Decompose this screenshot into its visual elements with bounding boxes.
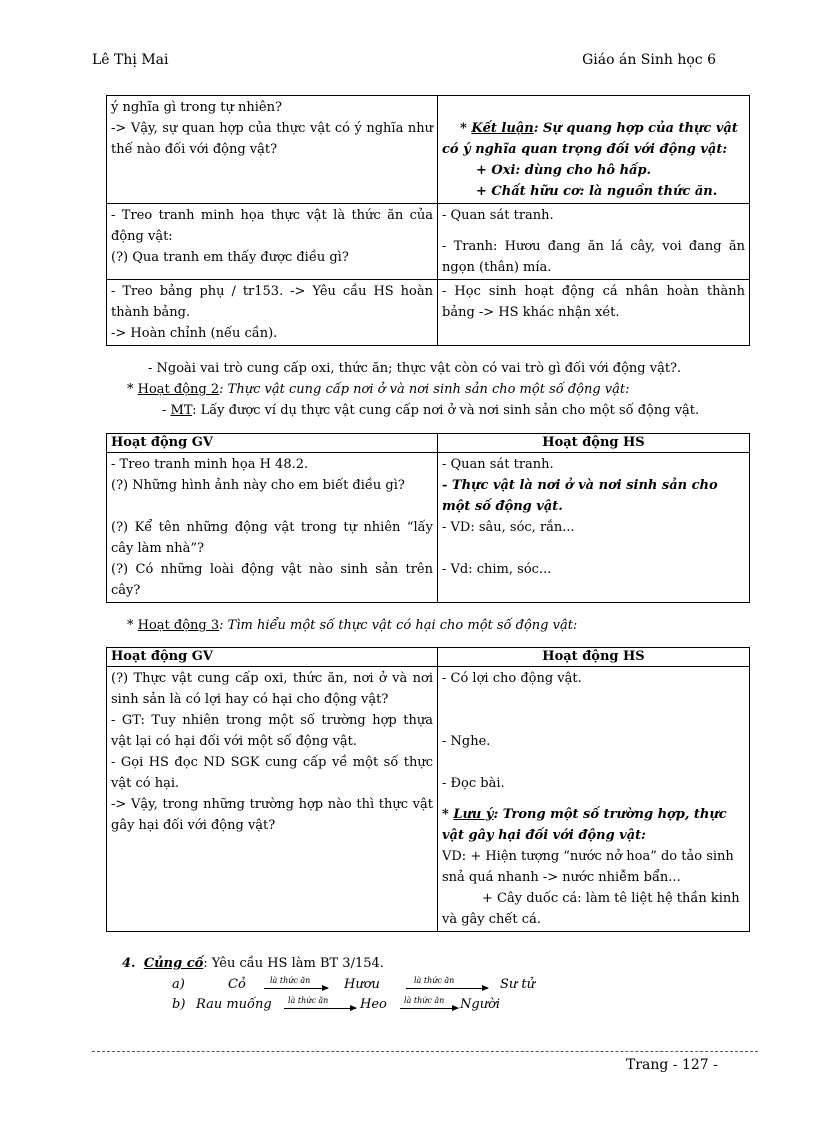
- text-line: - Vd: chim, sóc...: [442, 562, 552, 577]
- teacher-cell: [107, 280, 438, 346]
- question-line: - Ngoài vai trò cung cấp oxi, thức ăn; thực vật còn có vai trò gì đối với động vật?.: [148, 361, 682, 376]
- consolidation-label: Củng cố: [143, 956, 204, 971]
- activity2-label: Hoạt động 2: [137, 382, 220, 397]
- note-label: Lưu ý: [453, 807, 494, 822]
- arrow-label: là thức ăn: [404, 996, 445, 1005]
- header-gv: Hoạt động GV: [107, 434, 438, 453]
- text-line: - Quan sát tranh.: [442, 208, 554, 223]
- text-line: - Treo tranh minh họa thực vật là thức ăn của động vật:: [111, 208, 433, 244]
- text-line: (?) Thực vật cung cấp oxi, thức ăn, nơi ở và nơi sinh sản là có lợi hay có hại cho động vật?: [111, 671, 433, 707]
- activity3-table: [106, 647, 750, 932]
- text-line: - Quan sát tranh.: [442, 457, 554, 472]
- arrow-icon: [400, 1008, 458, 1009]
- activity3-title: : Tìm hiểu một số thực vật có hại cho một số động vật:: [219, 618, 578, 633]
- text-line: (?) Có những loài động vật nào sinh sản trên cây?: [111, 562, 433, 598]
- text-line: - Treo bảng phụ / tr153. -> Yêu cầu HS hoàn thành bảng.: [111, 284, 433, 320]
- example-line: + Cây duốc cá: làm tê liệt hệ thần kinh và gây chết cá.: [442, 891, 740, 927]
- item-marker: a): [172, 977, 185, 992]
- arrow-icon: [406, 988, 488, 989]
- header-hs: Hoạt động HS: [438, 434, 750, 453]
- conclusion-text: : Sự quang hợp của thực vật có ý nghĩa quan trọng đối với động vật:: [442, 121, 738, 157]
- page-number: Trang - 127 -: [626, 1057, 718, 1073]
- star: *: [127, 382, 138, 397]
- teacher-cell: [107, 453, 438, 603]
- dash: -: [162, 403, 171, 418]
- conclusion-star: *: [460, 121, 472, 136]
- text-line: - VD: sâu, sóc, rắn...: [442, 520, 575, 535]
- arrow-label: là thức ăn: [414, 976, 455, 985]
- activity2-table: [106, 433, 750, 603]
- activity3-heading: [127, 618, 577, 633]
- text-line: - Tranh: Hươu đang ăn lá cây, voi đang ăn ngọn (thân) mía.: [442, 239, 745, 275]
- organic-line: + Chất hữu cơ: là nguồn thức ăn.: [476, 184, 718, 199]
- student-cell: [438, 667, 750, 932]
- arrow-icon: [264, 988, 328, 989]
- text-line: - Treo tranh minh họa H 48.2.: [111, 457, 309, 472]
- note-star: *: [442, 807, 454, 822]
- text-line: -> Vậy, trong những trường hợp nào thì thực vật gây hại đối với động vật?: [111, 797, 433, 833]
- activity2-goal: [162, 403, 699, 418]
- oxi-line: + Oxi: dùng cho hô hấp.: [476, 163, 652, 178]
- text-line: - Gọi HS đọc ND SGK cung cấp về một số thực vật có hại.: [111, 755, 433, 791]
- chain-item: Rau muống: [196, 997, 272, 1012]
- example-line: VD: + Hiện tượng “nước nở hoa” do tảo sinh snả quá nhanh -> nước nhiễm bẩn...: [442, 849, 734, 885]
- consolidation-heading: [122, 956, 384, 971]
- author-name: Lê Thị Mai: [92, 52, 169, 68]
- chain-item: Hươu: [344, 977, 380, 992]
- text-line: - Có lợi cho động vật.: [442, 671, 582, 686]
- goal-text: : Lấy được ví dụ thực vật cung cấp nơi ở và nơi sinh sản cho một số động vật.: [192, 403, 700, 418]
- document-subject: Giáo án Sinh học 6: [582, 52, 716, 68]
- teacher-cell: [107, 204, 438, 280]
- teacher-cell: [107, 667, 438, 932]
- text-line: - GT: Tuy nhiên trong một số trường hợp thựa vật lại có hại đối với một số động vật.: [111, 713, 433, 749]
- chain-item: Người: [460, 997, 501, 1012]
- teacher-cell: [107, 96, 438, 204]
- chain-item: Sư tử: [500, 977, 536, 992]
- activity2-heading: [127, 382, 630, 397]
- text-line: (?) Kể tên những động vật trong tự nhiên “lấy cây làm nhà”?: [111, 520, 433, 556]
- star: *: [127, 618, 138, 633]
- chain-item: Heo: [360, 997, 387, 1012]
- header-gv: Hoạt động GV: [107, 648, 438, 667]
- chain-item: Cỏ: [228, 977, 246, 992]
- text-line: - Nghe.: [442, 734, 491, 749]
- footer-divider: [92, 1051, 758, 1052]
- arrow-label: là thức ăn: [270, 976, 311, 985]
- student-cell: [438, 453, 750, 603]
- text-line: - Học sinh hoạt động cá nhân hoàn thành bảng -> HS khác nhận xét.: [442, 284, 745, 320]
- conclusion-label: Kết luận: [471, 121, 534, 136]
- goal-label: MT: [170, 403, 193, 418]
- header-hs: Hoạt động HS: [438, 648, 750, 667]
- text-line: (?) Những hình ảnh này cho em biết điều gì?: [111, 478, 405, 493]
- section-number: 4.: [122, 956, 136, 971]
- item-marker: b): [172, 997, 186, 1012]
- consolidation-text: : Yêu cầu HS làm BT 3/154.: [203, 956, 384, 971]
- text-line: - Thực vật là nơi ở và nơi sinh sản cho một số động vật.: [442, 478, 718, 514]
- text-line: -> Vậy, sự quan hợp của thực vật có ý nghĩa như thế nào đối với động vật?: [111, 121, 433, 157]
- student-cell: [438, 204, 750, 280]
- activity1-table: [106, 95, 750, 346]
- text-line: (?) Qua tranh em thấy được điều gì?: [111, 250, 349, 265]
- arrow-icon: [284, 1008, 356, 1009]
- text-line: ý nghĩa gì trong tự nhiên?: [111, 100, 282, 115]
- text-line: - Đọc bài.: [442, 776, 505, 791]
- activity2-title: : Thực vật cung cấp nơi ở và nơi sinh sản cho một số động vật:: [219, 382, 630, 397]
- arrow-label: là thức ăn: [288, 996, 329, 1005]
- text-line: -> Hoàn chỉnh (nếu cần).: [111, 326, 278, 341]
- student-cell: [438, 280, 750, 346]
- activity3-label: Hoạt động 3: [137, 618, 220, 633]
- conclusion-cell: [438, 96, 750, 204]
- note-text: : Trong một số trường hợp, thực vật gây hại đối với động vật:: [442, 807, 727, 843]
